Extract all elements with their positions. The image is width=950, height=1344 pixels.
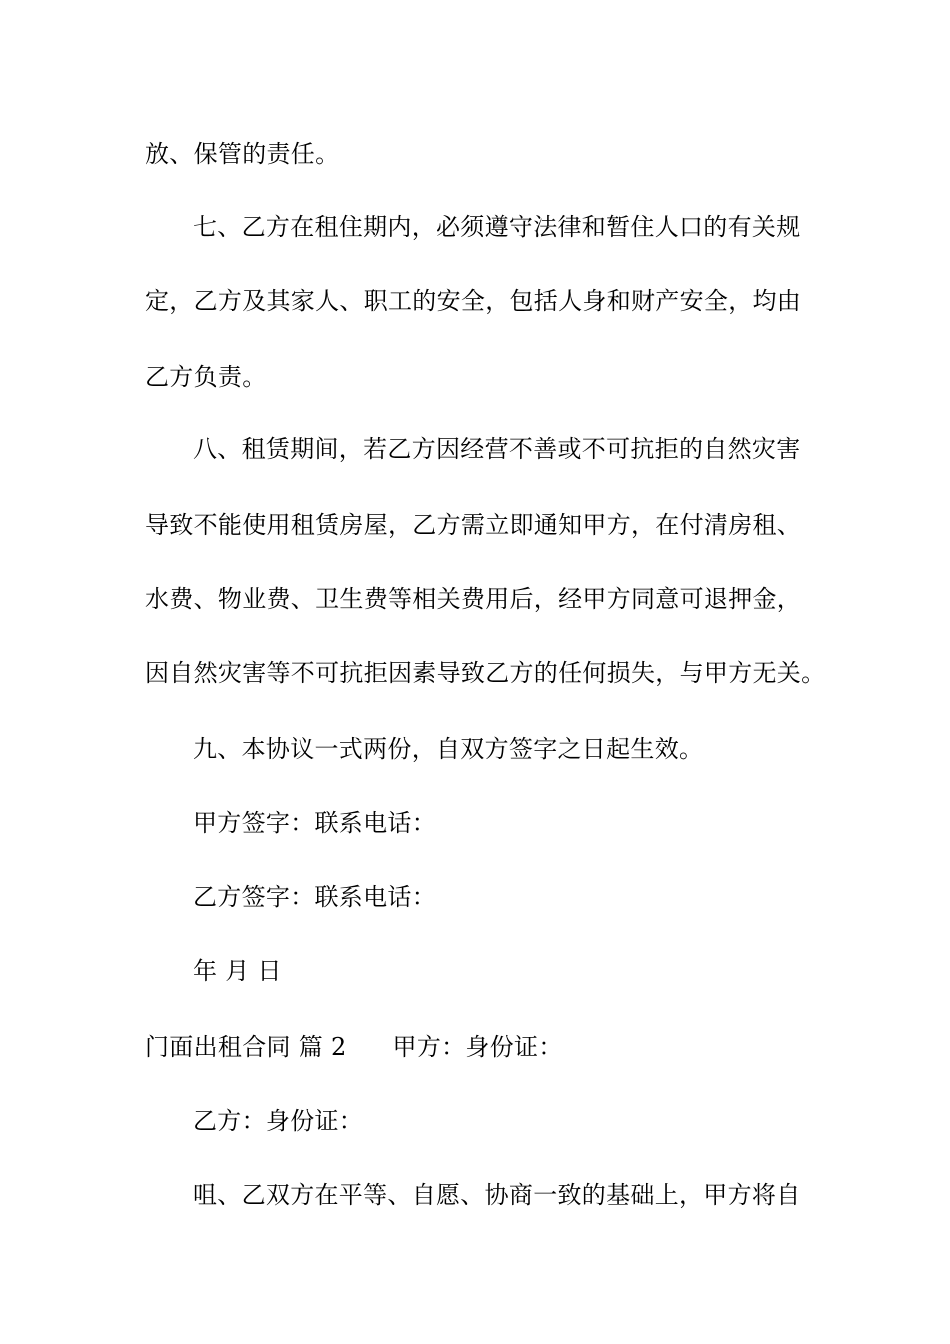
party-b-id-line: 乙方：身份证： — [193, 1107, 364, 1135]
text-line: 乙方负责。 — [145, 363, 267, 391]
section-heading-line — [145, 1032, 815, 1062]
text-line: 因自然灾害等不可抗拒因素导致乙方的任何损失，与甲方无关。 — [145, 659, 826, 687]
text-line: 水费、物业费、卫生费等相关费用后，经甲方同意可退押金， — [145, 585, 802, 613]
date-line: 年 月 日 — [193, 957, 282, 985]
clause-9-line: 九、本协议一式两份，自双方签字之日起生效。 — [193, 735, 704, 763]
text-line: 定，乙方及其家人、职工的安全，包括人身和财产安全，均由 — [145, 287, 802, 315]
contract-preamble-line: 咀、乙双方在平等、自愿、协商一致的基础上，甲方将自 — [193, 1181, 801, 1209]
party-a-id-label: 甲方：身份证： — [392, 1033, 563, 1061]
clause-8-line: 八、租赁期间，若乙方因经营不善或不可抗拒的自然灾害 — [193, 435, 801, 463]
party-b-signature-line: 乙方签字：联系电话： — [193, 883, 436, 911]
party-a-signature-line: 甲方签字：联系电话： — [193, 809, 436, 837]
text-line: 放、保管的责任。 — [145, 140, 340, 168]
section-heading: 门面出租合同 篇 2 — [145, 1033, 347, 1061]
text-line: 导致不能使用租赁房屋，乙方需立即通知甲方，在付清房租、 — [145, 511, 802, 539]
clause-7-line: 七、乙方在租住期内，必须遵守法律和暂住人口的有关规 — [193, 213, 801, 241]
